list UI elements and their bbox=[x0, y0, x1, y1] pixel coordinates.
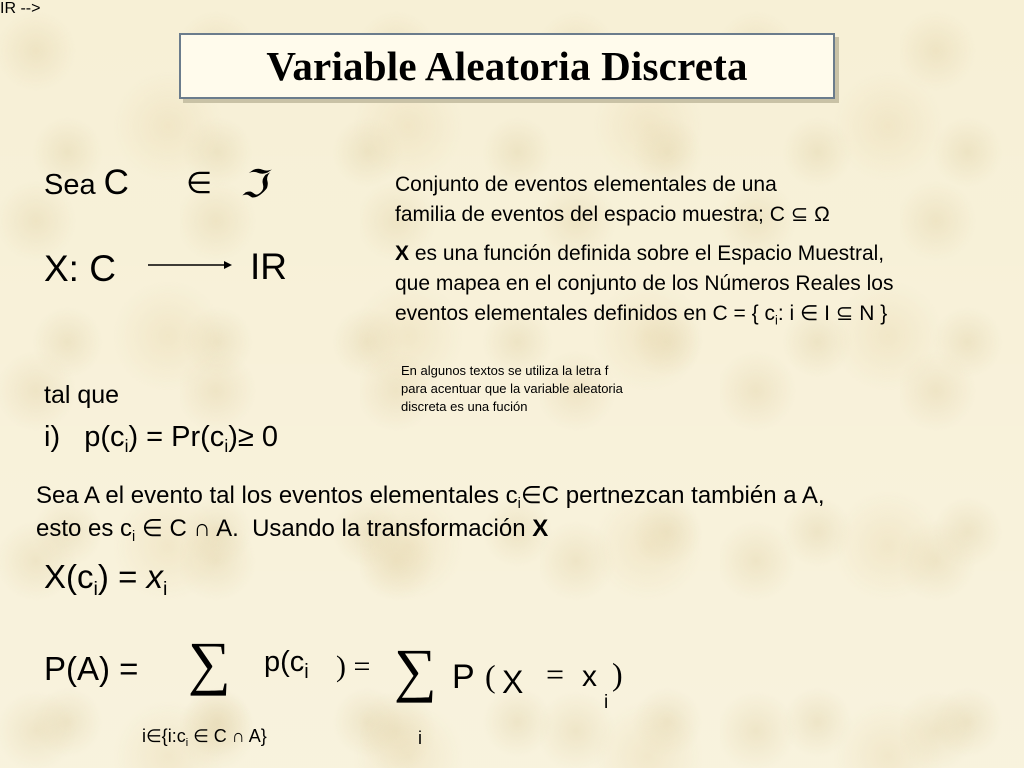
cond-part-c: )≥ 0 bbox=[228, 421, 278, 453]
equals-sign: = bbox=[546, 656, 565, 692]
tal-que-label: tal que bbox=[44, 381, 120, 409]
desc2-line1: es una función definida sobre el Espacio Muestral, bbox=[409, 242, 885, 265]
desc2-line3a: eventos elementales definidos en C = { c bbox=[395, 302, 775, 325]
desc2-line2: que mapea en el conjunto de los Números Reales los bbox=[395, 272, 894, 295]
para-l2a: esto es c bbox=[36, 515, 133, 542]
cond-sub2: i bbox=[224, 436, 229, 457]
cond-part-b: ) = Pr(c bbox=[128, 421, 225, 453]
cond-sub1: i bbox=[124, 436, 129, 457]
note-line1: En algunos textos se utiliza la letra f bbox=[401, 363, 609, 378]
condition-i bbox=[44, 421, 278, 457]
equation-pci-close: ) = bbox=[336, 650, 371, 683]
eq1-x: x bbox=[146, 558, 164, 595]
eq1-xsub: i bbox=[163, 577, 168, 600]
paren-close: ) bbox=[612, 656, 623, 692]
sum-symbol-1: ∑ bbox=[188, 630, 231, 696]
lower1-b: ∈ C ∩ A} bbox=[188, 726, 267, 746]
slide-title: Variable Aleatoria Discreta bbox=[266, 43, 748, 89]
description-conjunto bbox=[395, 170, 830, 230]
sum-index-2: i bbox=[418, 728, 422, 748]
arrow-icon bbox=[146, 258, 232, 272]
desc1-line1: Conjunto de eventos elementales de una bbox=[395, 173, 777, 196]
sum-symbol-2: ∑ bbox=[394, 637, 437, 703]
x-bold: X bbox=[395, 242, 410, 265]
para-l1a: Sea A el evento tal los eventos elementales c bbox=[36, 482, 518, 509]
title-box bbox=[179, 33, 835, 99]
desc2-line3b: : i ∈ I ⊆ N } bbox=[777, 302, 888, 325]
lower1-a: i∈{i:c bbox=[142, 726, 186, 746]
para-l1-sub: i bbox=[517, 496, 521, 513]
equation-pci bbox=[264, 646, 309, 683]
value-x: x bbox=[582, 660, 597, 693]
element-of-symbol: ∈ bbox=[186, 167, 213, 200]
note-text bbox=[401, 362, 623, 416]
sum-index-1 bbox=[142, 726, 267, 747]
note-line3: discreta es una fución bbox=[401, 399, 528, 414]
paren-open: ( bbox=[485, 658, 496, 694]
para-x-bold: X bbox=[532, 515, 549, 542]
sea-label: Sea bbox=[44, 169, 96, 201]
sigma-algebra-symbol: ℑ bbox=[240, 164, 267, 206]
eq1-b: ) = bbox=[97, 558, 147, 595]
mapping-domain: X: C bbox=[44, 248, 116, 289]
eq1-sub: i bbox=[93, 577, 98, 600]
sea-c-line bbox=[44, 163, 129, 203]
random-var-x: X bbox=[502, 664, 524, 700]
equation-xci bbox=[44, 558, 168, 600]
eq2-pc: p(c bbox=[264, 646, 305, 678]
mapping-codomain: IR bbox=[250, 246, 287, 287]
eq2-pc-sub: i bbox=[304, 661, 309, 683]
paragraph-evento-a bbox=[36, 479, 825, 545]
desc1-line2: familia de eventos del espacio muestra; C ⊆ Ω bbox=[395, 203, 830, 226]
para-l2b: ∈ C ∩ A. Usando la transformación bbox=[135, 515, 533, 542]
lower1-sub: i bbox=[185, 736, 189, 749]
desc2-line3-sub: i bbox=[775, 313, 778, 328]
c-symbol: C bbox=[103, 163, 129, 202]
value-x-sub: i bbox=[604, 692, 609, 713]
equation-pa-label: P(A) = bbox=[44, 650, 139, 687]
prob-p: P bbox=[452, 658, 475, 696]
para-l1b: ∈C pertnezcan también a A, bbox=[520, 482, 825, 509]
para-l2-sub: i bbox=[132, 529, 136, 546]
cond-part-a: i) p(c bbox=[44, 421, 125, 453]
description-funcion bbox=[395, 239, 893, 329]
note-line2: para acentuar que la variable aleatoria bbox=[401, 381, 623, 396]
eq1-a: X(c bbox=[44, 558, 94, 595]
